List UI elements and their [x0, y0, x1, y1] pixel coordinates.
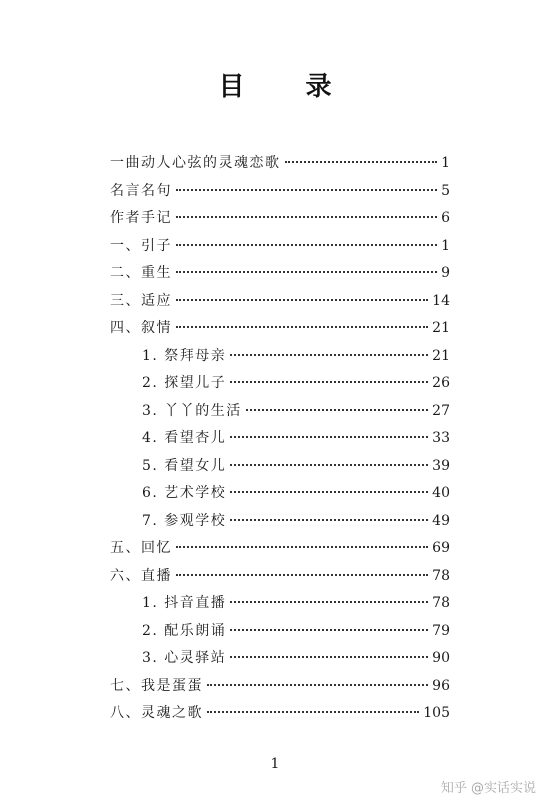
- toc-entry: [110, 427, 450, 455]
- toc-entry-label: 八、灵魂之歌: [110, 705, 203, 721]
- dot-leader: [176, 189, 437, 191]
- dot-leader: [230, 464, 428, 466]
- dot-leader: [176, 546, 428, 548]
- toc-entry: [110, 345, 450, 373]
- toc-entry: [110, 565, 450, 593]
- toc-entry-page: 21: [432, 320, 450, 336]
- toc-entry-label: 三、适应: [110, 292, 172, 309]
- toc-entry-page: 79: [432, 622, 450, 639]
- toc-entry-label: 二、重生: [110, 265, 172, 281]
- toc-entry: [110, 152, 450, 180]
- toc-entry-label: 六、直播: [110, 567, 172, 584]
- toc-entry-page: 96: [432, 677, 450, 694]
- dot-leader: [230, 601, 428, 603]
- toc-entry-label: 2. 配乐朗诵: [142, 622, 227, 639]
- toc-entry-page: 1: [441, 155, 450, 171]
- toc-entry-page: 1: [441, 237, 450, 254]
- watermark: 知乎 @实话实说: [440, 781, 536, 796]
- toc-entry: [110, 180, 450, 208]
- toc-entry: [110, 400, 450, 428]
- dot-leader: [230, 519, 428, 521]
- toc-entry-label: 2. 探望儿子: [142, 375, 227, 391]
- toc-entry-page: 39: [432, 457, 450, 474]
- toc-entry-label: 3. 心灵驿站: [142, 650, 227, 666]
- toc-entry-label: 一、引子: [110, 237, 172, 254]
- toc-entry-page: 69: [432, 540, 450, 556]
- toc-entry: [110, 510, 450, 538]
- toc-entry-label: 6. 艺术学校: [142, 485, 227, 501]
- toc-entry-page: 27: [432, 402, 450, 419]
- toc-entry: [110, 207, 450, 235]
- dot-leader: [207, 684, 428, 686]
- dot-leader: [176, 326, 428, 328]
- toc-entry-page: 14: [432, 292, 450, 309]
- dot-leader: [176, 244, 437, 246]
- toc-entry-page: 26: [432, 375, 450, 391]
- toc-entry-label: 1. 抖音直播: [142, 595, 227, 611]
- dot-leader: [176, 216, 437, 218]
- toc-entry-page: 6: [441, 210, 450, 226]
- toc-entry-page: 21: [432, 347, 450, 364]
- toc-entry-label: 一曲动人心弦的灵魂恋歌: [110, 155, 281, 171]
- dot-leader: [207, 711, 419, 713]
- dot-leader: [176, 299, 428, 301]
- table-of-contents: [110, 152, 450, 730]
- toc-entry: [110, 372, 450, 400]
- toc-entry: [110, 592, 450, 620]
- toc-entry: [110, 317, 450, 345]
- toc-title: 目 录: [218, 72, 358, 102]
- toc-entry-label: 4. 看望杏儿: [142, 430, 227, 446]
- toc-entry-label: 7. 参观学校: [142, 512, 227, 529]
- dot-leader: [285, 161, 438, 163]
- toc-entry-page: 40: [432, 485, 450, 501]
- toc-entry: [110, 620, 450, 648]
- toc-entry: [110, 482, 450, 510]
- toc-entry-label: 5. 看望女儿: [142, 457, 227, 474]
- toc-entry: [110, 675, 450, 703]
- toc-entry-page: 78: [432, 567, 450, 584]
- dot-leader: [230, 436, 428, 438]
- dot-leader: [246, 409, 428, 411]
- toc-entry: [110, 537, 450, 565]
- toc-entry: [110, 702, 450, 730]
- toc-entry: [110, 262, 450, 290]
- toc-entry-page: 105: [423, 705, 450, 721]
- toc-entry-label: 名言名句: [110, 182, 172, 199]
- toc-entry-page: 90: [432, 650, 450, 666]
- dot-leader: [176, 574, 428, 576]
- dot-leader: [230, 354, 428, 356]
- toc-entry-page: 5: [441, 182, 450, 199]
- toc-entry: [110, 235, 450, 263]
- dot-leader: [230, 629, 428, 631]
- toc-entry-label: 作者手记: [110, 210, 172, 226]
- dot-leader: [230, 381, 428, 383]
- dot-leader: [230, 491, 428, 493]
- toc-entry-label: 五、回忆: [110, 540, 172, 556]
- toc-entry-page: 49: [432, 512, 450, 529]
- toc-entry-label: 3. 丫丫的生活: [142, 402, 242, 419]
- dot-leader: [176, 271, 437, 273]
- toc-entry: [110, 455, 450, 483]
- toc-entry-page: 33: [432, 430, 450, 446]
- toc-entry-page: 9: [441, 265, 450, 281]
- toc-entry-label: 七、我是蛋蛋: [110, 677, 203, 694]
- toc-entry: [110, 647, 450, 675]
- toc-entry-page: 78: [432, 595, 450, 611]
- page-number: 1: [270, 756, 280, 772]
- toc-entry-label: 四、叙情: [110, 320, 172, 336]
- toc-entry: [110, 290, 450, 318]
- dot-leader: [230, 656, 428, 658]
- toc-entry-label: 1. 祭拜母亲: [142, 347, 227, 364]
